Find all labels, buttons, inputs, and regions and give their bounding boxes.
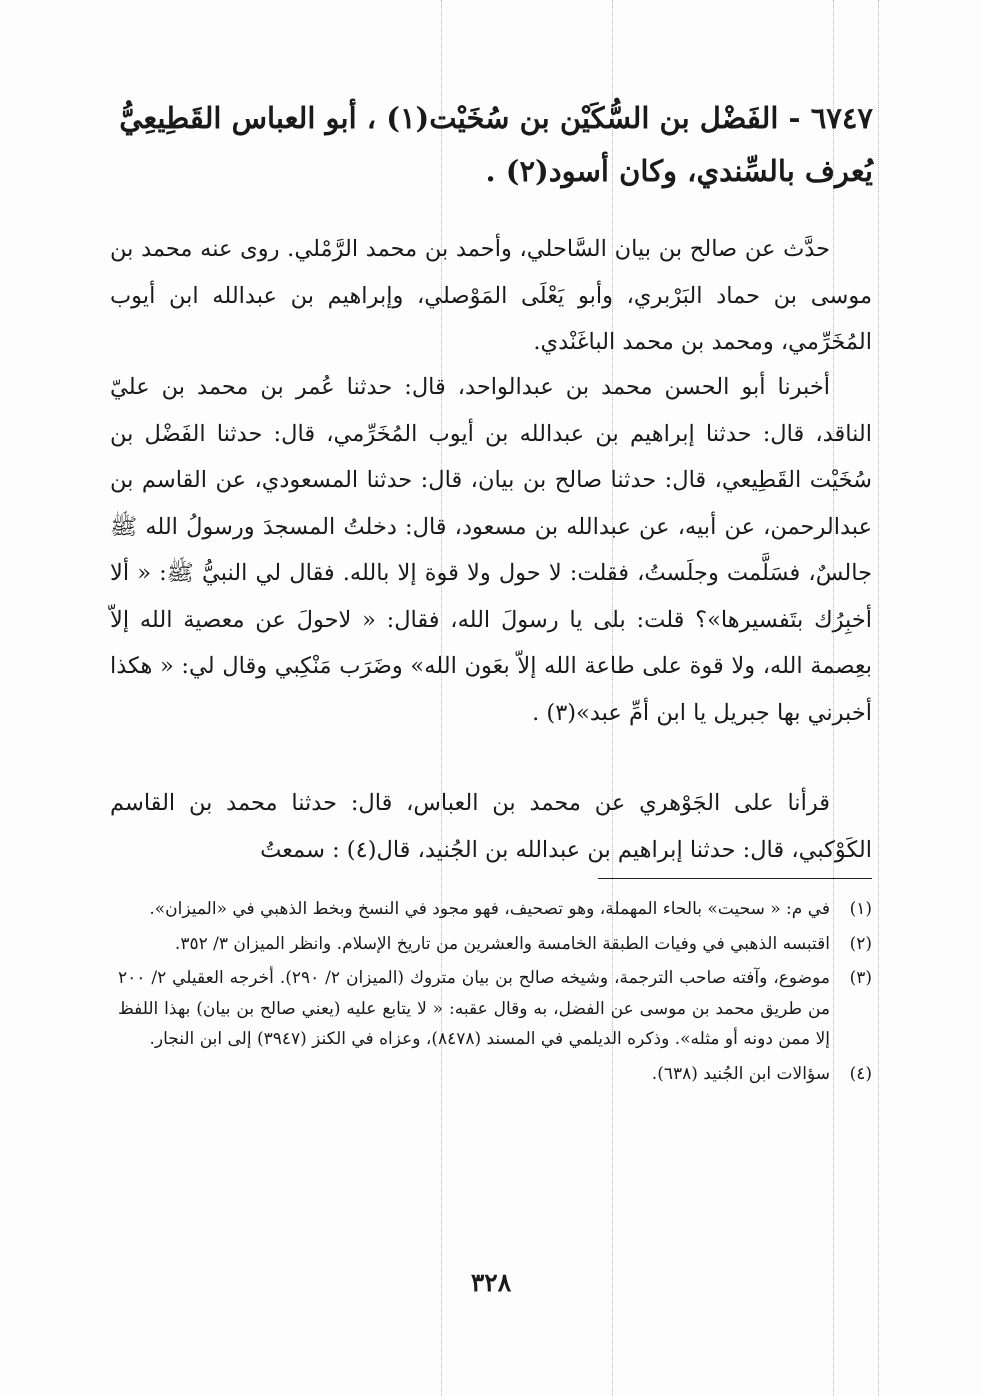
- entry-heading: [108, 92, 873, 198]
- body-paragraph: حدَّث عن صالح بن بيان السَّاحلي، وأحمد بن محمد الرَّمْلي. روى عنه محمد بن موسى بن حماد البَرْبري، وأبو يَعْلَى المَوْصلي، وإبراهيم بن عبدالله ابن أيوب المُخَرِّمي، ومحمد بن محمد الباغَنْدي.: [110, 236, 872, 355]
- footnote-number: (٤): [849, 1063, 872, 1084]
- footnote-number: (٢): [849, 933, 872, 954]
- footnote-text: في م: « سحيت» بالحاء المهملة، وهو تصحيف، فهو مجود في النسخ وبخط الذهبي في «الميزان».: [149, 899, 830, 919]
- footnote: [118, 1059, 872, 1090]
- footnote-separator: [598, 878, 872, 879]
- footnote-text: سؤالات ابن الجُنيد (٦٣٨).: [651, 1063, 830, 1084]
- footnote: [118, 894, 872, 925]
- footnote-text: موضوع، وآفته صاحب الترجمة، وشيخه صالح بن بيان متروك (الميزان ٢/ ٢٩٠). أخرجه العقيلي ٢/ ٢٠٠ من طريق محمد بن موسى عن الفضل، به وقال عقبه: « لا يتابع عليه (يعني صالح بن بيان) بهذا اللفظ إلا ممن دونه أو مثله». وذكره الديلمي في المسند (٨٤٧٨)، وعزاه في الكنز (٣٩٤٧) إلى ابن النجار.: [118, 968, 830, 1049]
- footnote-number: (١): [849, 899, 872, 919]
- footnote: [118, 963, 872, 1055]
- page-number: ٣٢٨: [470, 1268, 512, 1297]
- footnote-text: اقتبسه الذهبي في وفيات الطبقة الخامسة والعشرين من تاريخ الإسلام. وانظر الميزان ٣/ ٣٥٢.: [174, 933, 830, 954]
- scan-artifact-line: [878, 0, 879, 1396]
- body-paragraph: قرأنا على الجَوْهري عن محمد بن العباس، قال: حدثنا محمد بن القاسم الكَوْكبي، قال: حدثنا إبراهيم بن عبدالله بن الجُنيد، قال(٤) : سمعتُ: [110, 790, 872, 863]
- entry-heading-text: - الفَضْل بن السُّكَيْن بن سُخَيْت(١) ، أبو العباس القَطِيعِيُّ يُعرف بالسِّندي، وكان أسود(٢) .: [119, 101, 873, 188]
- footnote-number: (٣): [849, 968, 872, 988]
- entry-number: ٦٧٤٧: [810, 101, 873, 135]
- footnotes: [118, 894, 872, 1093]
- footnote: [118, 929, 872, 960]
- body-paragraph: أخبرنا أبو الحسن محمد بن عبدالواحد، قال: حدثنا عُمر بن محمد بن عليّ الناقد، قال: حدثنا إبراهيم بن عبدالله بن أيوب المُخَرِّمي، قال: حدثنا الفَضْل بن سُخَيْت القَطِيعي، قال: حدثنا صالح بن بيان، قال: حدثنا المسعودي، عن القاسم بن عبدالرحمن، عن أبيه، عن عبدالله بن مسعود، قال: دخلتُ المسجدَ ورسولُ الله ﷺ جالسٌ، فسَلَّمت وجلَستُ، فقلت: لا حول ولا قوة إلا بالله. فقال لي النبيُّ ﷺ: « ألا أخبِرُك بتَفسيرها»؟ قلت: بلى يا رسولَ الله، فقال: « لاحولَ عن معصية الله إلاّ بعِصمة الله، ولا قوة على طاعة الله إلاّ بعَون الله» وضَرَب مَنْكِبي وقال لي: « هكذا أخبرني بها جبريل يا ابن أمِّ عبد»(٣) .: [110, 374, 872, 726]
